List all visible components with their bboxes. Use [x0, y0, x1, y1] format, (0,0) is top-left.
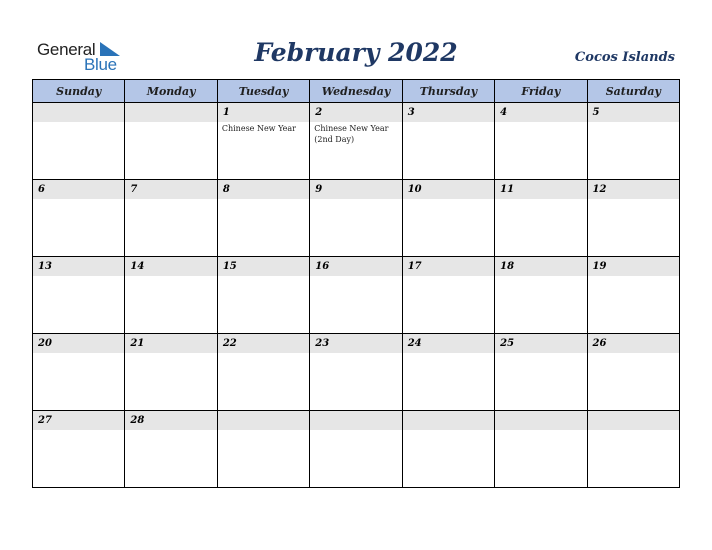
day-cell	[125, 103, 217, 180]
weekday-friday: Friday	[495, 80, 587, 103]
day-number	[33, 103, 124, 122]
day-number: 10	[403, 180, 494, 199]
day-number: 28	[125, 411, 216, 430]
day-cell	[310, 257, 402, 334]
day-number: 25	[495, 334, 586, 353]
day-number	[403, 411, 494, 430]
day-cell	[587, 334, 679, 411]
day-number: 14	[125, 257, 216, 276]
day-number: 27	[33, 411, 124, 430]
day-cell	[310, 103, 402, 180]
weekday-saturday: Saturday	[587, 80, 679, 103]
day-cell	[402, 180, 494, 257]
day-number: 8	[218, 180, 309, 199]
day-cell	[33, 257, 125, 334]
day-cell	[310, 180, 402, 257]
day-cell	[587, 103, 679, 180]
day-cell	[125, 257, 217, 334]
day-number: 26	[588, 334, 679, 353]
day-cell	[125, 411, 217, 488]
day-cell	[217, 180, 309, 257]
day-number: 4	[495, 103, 586, 122]
weekday-wednesday: Wednesday	[310, 80, 402, 103]
day-number	[218, 411, 309, 430]
week-row	[33, 411, 680, 488]
day-number: 19	[588, 257, 679, 276]
day-cell	[495, 103, 587, 180]
day-number: 3	[403, 103, 494, 122]
day-number: 21	[125, 334, 216, 353]
week-row	[33, 334, 680, 411]
week-row	[33, 257, 680, 334]
day-cell	[217, 334, 309, 411]
day-number: 2	[310, 103, 401, 122]
day-cell	[33, 334, 125, 411]
day-number: 17	[403, 257, 494, 276]
day-cell	[495, 411, 587, 488]
day-cell	[587, 180, 679, 257]
day-cell	[217, 411, 309, 488]
day-cell	[495, 180, 587, 257]
calendar-title: February 2022	[254, 38, 458, 67]
day-number: 16	[310, 257, 401, 276]
day-cell	[310, 334, 402, 411]
day-number	[495, 411, 586, 430]
day-number: 24	[403, 334, 494, 353]
day-number: 7	[125, 180, 216, 199]
day-cell	[587, 257, 679, 334]
day-cell	[33, 103, 125, 180]
day-number	[125, 103, 216, 122]
day-number: 18	[495, 257, 586, 276]
day-cell	[402, 411, 494, 488]
day-number: 22	[218, 334, 309, 353]
day-cell	[495, 257, 587, 334]
day-cell	[310, 411, 402, 488]
weekday-tuesday: Tuesday	[217, 80, 309, 103]
day-number: 20	[33, 334, 124, 353]
weekday-monday: Monday	[125, 80, 217, 103]
logo-word-general: General	[37, 40, 96, 59]
region-label: Cocos Islands	[574, 50, 675, 65]
day-cell	[217, 103, 309, 180]
day-cell	[125, 334, 217, 411]
day-number: 12	[588, 180, 679, 199]
day-number: 5	[588, 103, 679, 122]
day-cell	[33, 411, 125, 488]
week-row	[33, 180, 680, 257]
day-number: 11	[495, 180, 586, 199]
day-cell	[125, 180, 217, 257]
day-cell	[402, 103, 494, 180]
day-cell	[33, 180, 125, 257]
calendar-grid	[32, 79, 680, 488]
day-cell	[402, 257, 494, 334]
day-number: 13	[33, 257, 124, 276]
day-number: 9	[310, 180, 401, 199]
logo-word-blue: Blue	[84, 55, 117, 74]
day-cell	[402, 334, 494, 411]
day-cell	[587, 411, 679, 488]
day-number: 6	[33, 180, 124, 199]
week-row	[33, 103, 680, 180]
day-cell	[217, 257, 309, 334]
day-number	[588, 411, 679, 430]
weekday-header-row	[33, 80, 680, 103]
weekday-sunday: Sunday	[33, 80, 125, 103]
day-number: 23	[310, 334, 401, 353]
day-number: 15	[218, 257, 309, 276]
day-number: 1	[218, 103, 309, 122]
holiday-label: Chinese New Year (2nd Day)	[314, 124, 389, 144]
weekday-thursday: Thursday	[402, 80, 494, 103]
day-number	[310, 411, 401, 430]
holiday-label: Chinese New Year	[221, 124, 296, 133]
day-cell	[495, 334, 587, 411]
